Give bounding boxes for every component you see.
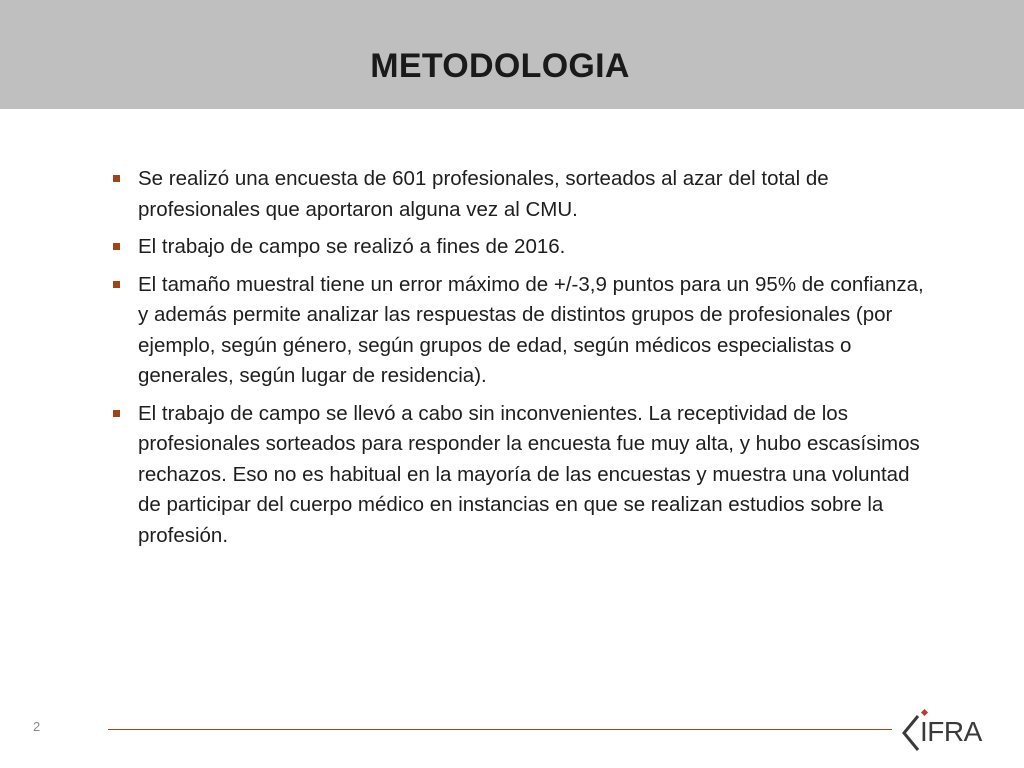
logo-wordmark: IFRA — [920, 716, 982, 747]
cifra-logo — [896, 708, 996, 754]
square-bullet-icon — [113, 281, 120, 288]
bullet-text: El trabajo de campo se realizó a fines de 2016. — [138, 235, 566, 258]
square-bullet-icon — [113, 175, 120, 182]
square-bullet-icon — [113, 410, 120, 417]
bullet-list — [112, 164, 932, 558]
page-number: 2 — [33, 719, 41, 734]
bullet-item — [112, 164, 932, 225]
bullet-item — [112, 270, 932, 392]
square-bullet-icon — [113, 243, 120, 250]
bullet-item — [112, 232, 932, 263]
bullet-text: El trabajo de campo se llevó a cabo sin inconvenientes. La receptividad de los profesionales sorteados para responder la encuesta fue muy alta, y hubo escasísimos rechazos. Eso no es habitual en la mayoría de las encuestas y muestra una voluntad de participar del cuerpo médico en instancias en que se realizan estudios sobre la profesión. — [138, 401, 920, 547]
bullet-text: El tamaño muestral tiene un error máximo de +/-3,9 puntos para un 95% de confianza, y además permite analizar las respuestas de distintos grupos de profesionales (por ejemplo, según género, según grupos de edad, según médicos especialistas o generales, según lugar de residencia). — [138, 272, 924, 387]
bullet-text: Se realizó una encuesta de 601 profesionales, sorteados al azar del total de profesionales que aportaron alguna vez al CMU. — [138, 167, 829, 221]
slide-title: METODOLOGIA — [370, 47, 630, 85]
footer-divider — [108, 729, 892, 730]
title-bar — [0, 0, 1024, 109]
bullet-item — [112, 399, 932, 552]
